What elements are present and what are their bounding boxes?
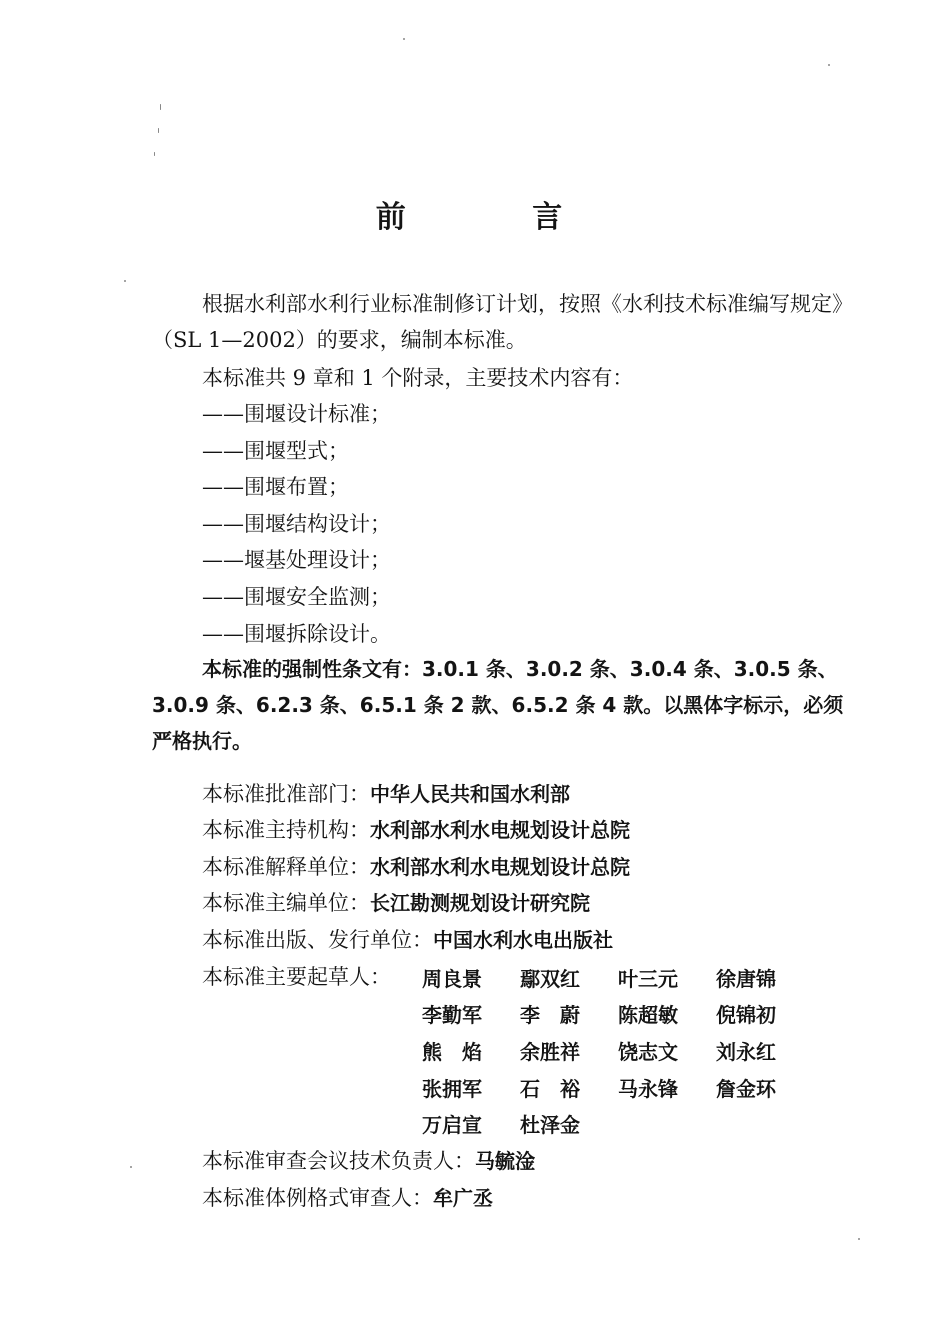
scan-speck <box>124 280 126 282</box>
format-reviewer-label: 本标准体例格式审查人： <box>202 1186 433 1210</box>
drafter-name: 周良景 <box>422 966 482 991</box>
drafter-name: 石 裕 <box>520 1076 580 1101</box>
drafters-row <box>202 959 391 995</box>
format-reviewer-value: 牟广丞 <box>433 1186 493 1210</box>
drafter-name: 詹金环 <box>716 1076 776 1101</box>
chief-editor-row <box>202 885 590 921</box>
scan-speck <box>828 64 830 66</box>
drafters-grid <box>422 959 814 1142</box>
scan-speck <box>158 128 159 133</box>
scan-speck <box>403 38 405 40</box>
reviewer-value: 马毓淦 <box>475 1149 535 1173</box>
list-item: ——围堰型式； <box>202 438 349 463</box>
drafter-name: 杜泽金 <box>520 1113 580 1138</box>
contents-list <box>202 396 391 652</box>
drafter-name: 刘永红 <box>716 1039 776 1064</box>
drafter-name: 鄢双红 <box>520 966 580 991</box>
list-item: ——围堰拆除设计。 <box>202 621 391 646</box>
drafter-name: 饶志文 <box>618 1039 678 1064</box>
intro-paragraph: 根据水利部水利行业标准制修订计划，按照《水利技术标准编写规定》（SL 1—2002）的要求，编制本标准。 <box>152 292 843 352</box>
drafter-name: 叶三元 <box>618 966 678 991</box>
approval-value: 中华人民共和国水利部 <box>370 782 570 806</box>
scan-speck <box>154 152 155 156</box>
publisher-row <box>202 922 613 958</box>
scan-speck <box>130 1166 132 1168</box>
format-reviewer-row <box>202 1180 493 1216</box>
drafter-name: 熊 焰 <box>422 1039 482 1064</box>
drafter-name: 倪锦初 <box>716 1003 776 1028</box>
interpret-row <box>202 849 630 885</box>
publisher-value: 中国水利水电出版社 <box>433 928 613 952</box>
drafter-name: 陈超敏 <box>618 1003 678 1028</box>
approval-label: 本标准批准部门： <box>202 782 370 806</box>
list-item: ——围堰结构设计； <box>202 511 391 536</box>
scan-speck <box>160 104 161 110</box>
scan-speck <box>858 1238 860 1240</box>
host-label: 本标准主持机构： <box>202 818 370 842</box>
host-value: 水利部水利水电规划设计总院 <box>370 818 630 842</box>
list-item: ——围堰设计标准； <box>202 402 391 426</box>
publisher-label: 本标准出版、发行单位： <box>202 928 433 952</box>
drafter-name: 李 蔚 <box>520 1003 580 1028</box>
drafter-name: 张拥军 <box>422 1076 482 1101</box>
page-title: 前 言 <box>375 200 621 235</box>
drafters-label: 本标准主要起草人： <box>202 965 391 989</box>
host-row <box>202 812 630 848</box>
list-item: ——围堰安全监测； <box>202 584 391 609</box>
list-item: ——围堰布置； <box>202 475 349 500</box>
reviewer-row <box>202 1143 535 1179</box>
interpret-label: 本标准解释单位： <box>202 855 370 879</box>
list-item: ——堰基处理设计； <box>202 548 391 573</box>
interpret-value: 水利部水利水电规划设计总院 <box>370 855 630 879</box>
drafter-name: 万启宣 <box>422 1113 482 1138</box>
drafter-name: 李勤军 <box>422 1003 482 1028</box>
approval-row <box>202 776 570 812</box>
drafter-name: 徐唐锦 <box>716 966 776 991</box>
summary-intro: 本标准共 9 章和 1 个附录，主要技术内容有： <box>202 366 634 390</box>
reviewer-label: 本标准审查会议技术负责人： <box>202 1149 475 1173</box>
mandatory-clauses: 本标准的强制性条文有：3.0.1 条、3.0.2 条、3.0.4 条、3.0.5 条、3.0.9 条、6.2.3 条、6.5.1 条 2 款、6.5.2 条 4 款。以黑体字标示，必须严格执行。 <box>152 657 844 753</box>
chief-editor-label: 本标准主编单位： <box>202 891 370 915</box>
drafter-name: 余胜祥 <box>520 1039 580 1064</box>
drafter-name: 马永锋 <box>618 1076 678 1101</box>
chief-editor-value: 长江勘测规划设计研究院 <box>370 891 590 915</box>
